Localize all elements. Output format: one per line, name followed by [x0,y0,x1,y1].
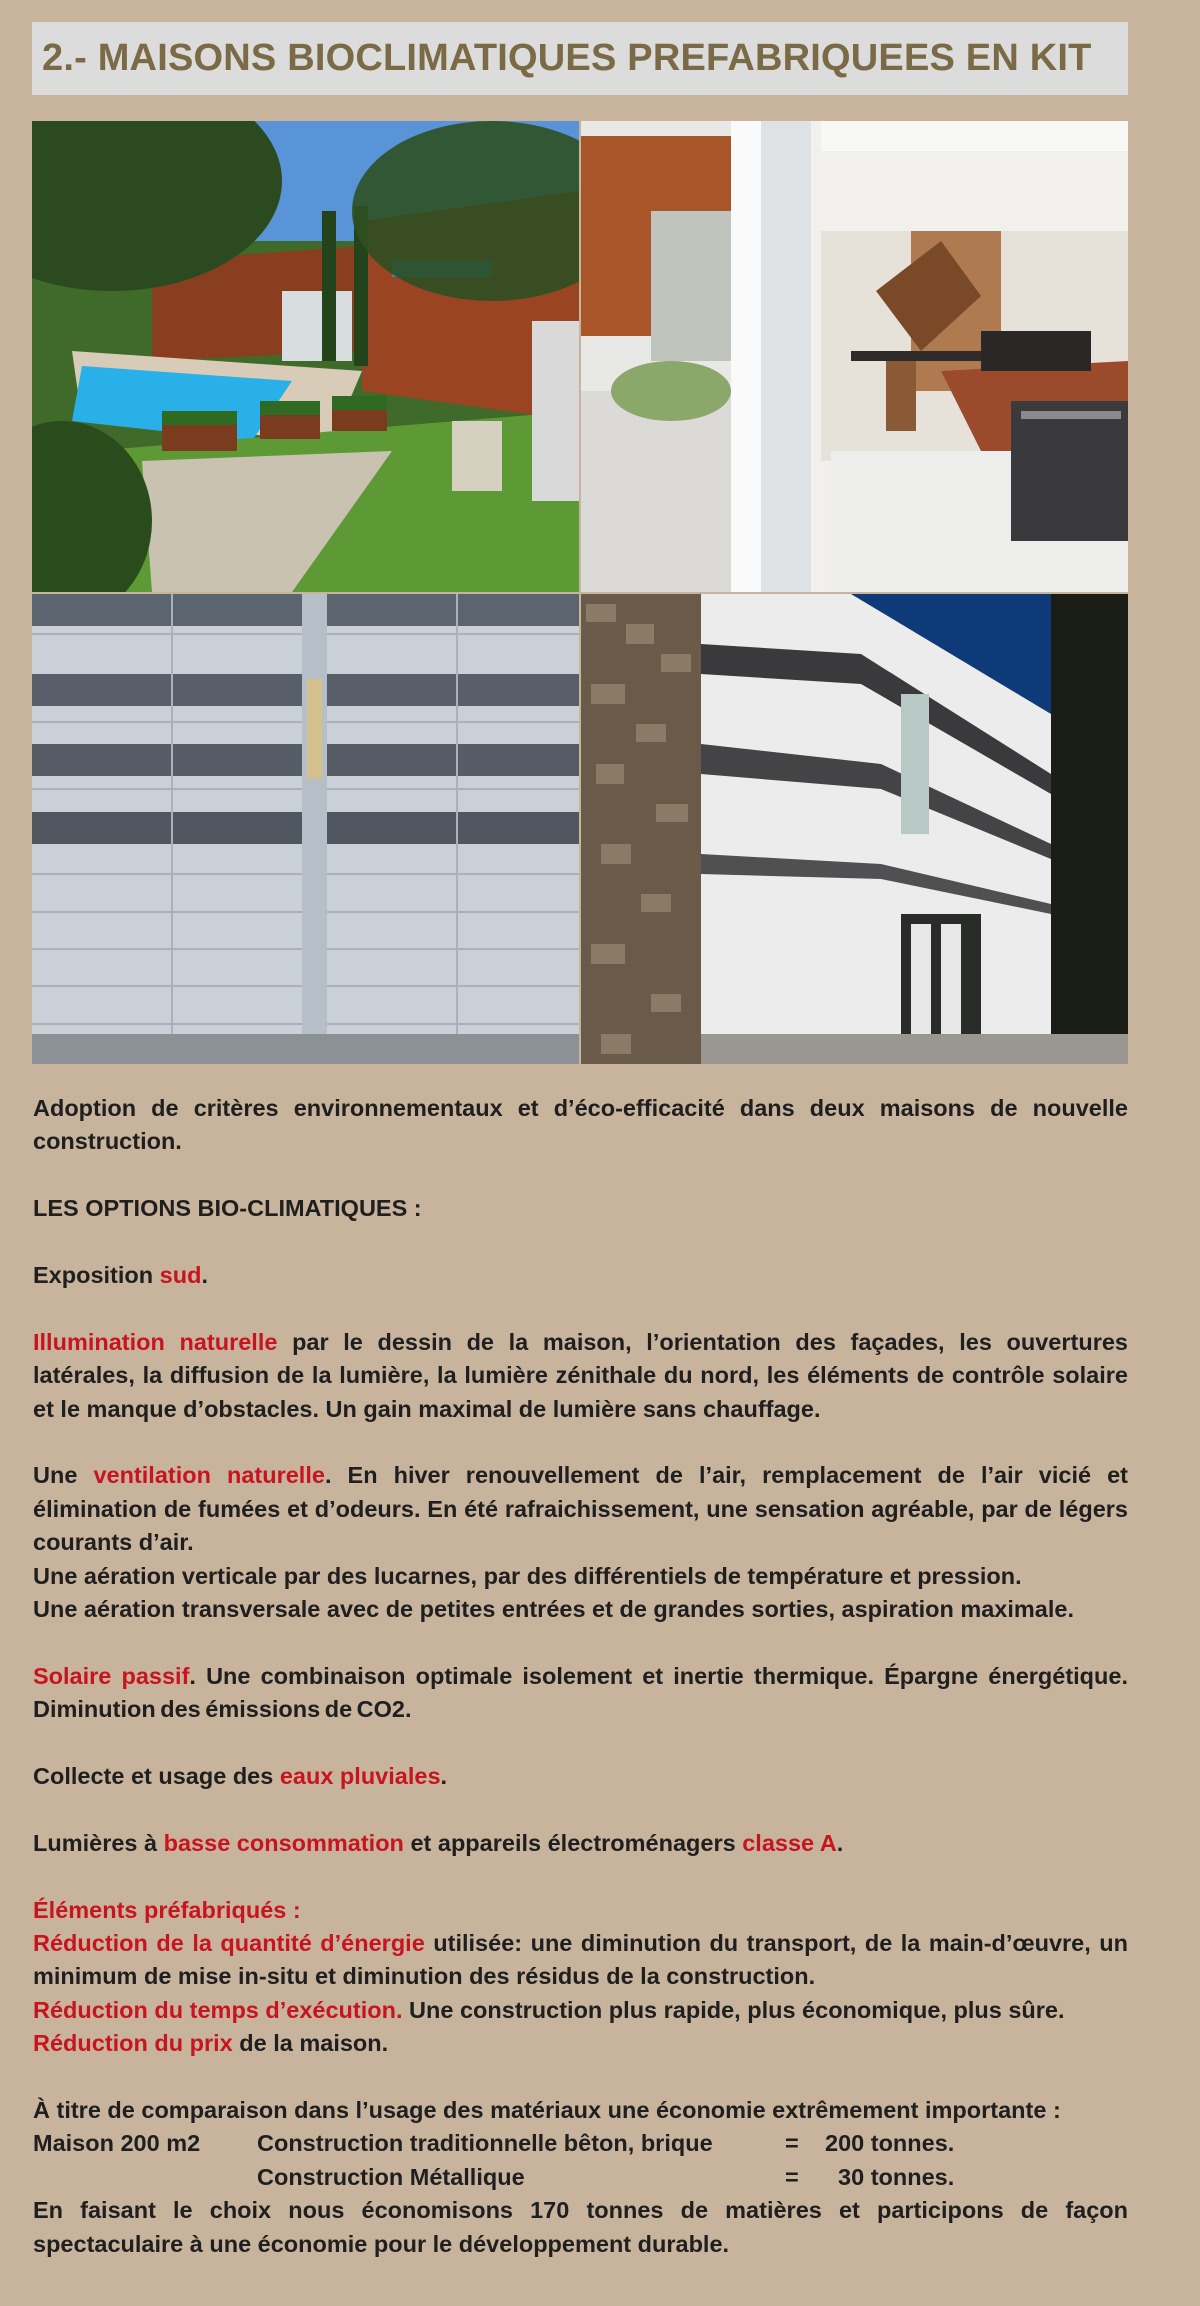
solaire-paragraph: Solaire passif. Une combinaison optimale isolement et inertie thermique. Épargne énergétique. Diminution des émissions de CO2. [33,1662,1128,1723]
highlight: sud [159,1262,202,1288]
comparison-value: 30 tonnes. [825,2163,955,2190]
highlight: eaux pluviales [279,1763,441,1790]
highlight: Réduction de la quantité d’énergie [33,1930,425,1957]
comparison-row-metallic [33,2161,1128,2194]
comparison-label: Construction traditionnelle bêton, brique [257,2130,713,2157]
house-size: Maison 200 m2 [33,2130,201,2157]
options-heading: LES OPTIONS BIO-CLIMATIQUES : [33,1195,422,1222]
exposition-paragraph: Exposition sud. [33,1262,208,1288]
collecte-paragraph: Collecte et usage des eaux pluviales. [33,1763,448,1790]
photo-facade-panels [32,594,579,1064]
ventilation-paragraph: Une ventilation naturelle. En hiver renouvellement de l’air, remplacement de l’air vicié et élimination de fumées et d’odeurs. En été rafraichissement, une sensation agréable, par de légers courants d’air. [33,1462,1128,1556]
intro-paragraph: Adoption de critères environnementaux et d’éco-efficacité dans deux maisons de nouvelle construction. [33,1095,1128,1155]
highlight: Illumination naturelle [33,1328,278,1355]
body-text [33,1092,1128,2261]
conclusion-paragraph: En faisant le choix nous économisons 170 tonnes de matières et participons de façon spectaculaire à une économie pour le développement durable. [33,2197,1128,2257]
prefab-heading: Éléments préfabriqués : [33,1896,301,1923]
comparison-equals: = [785,2130,799,2157]
photo-garden-pool [32,121,579,592]
page-title: 2.- MAISONS BIOCLIMATIQUES PREFABRIQUEES EN KIT [42,37,1092,79]
prefab-reduction-energy: Réduction de la quantité d’énergie utilisée: une diminution du transport, de la main-d’œuvre, un minimum de mise in-situ et diminution des résidus de la construction. [33,1930,1128,1990]
ventilation-vertical: Une aération verticale par des lucarnes, par des différentiels de température et pression. [33,1562,1022,1589]
comparison-intro: À titre de comparaison dans l’usage des matériaux une économie extrêmement importante : [33,2097,1061,2124]
comparison-value: 200 tonnes. [825,2130,955,2157]
illumination-paragraph: Illumination naturelle par le dessin de la maison, l’orientation des façades, les ouvertures latérales, la diffusion de la lumière, la lumière zénithale du nord, les éléments de contrôle solaire et le manque d’obstacles. Un gain maximal de lumière sans chauffage. [33,1328,1128,1422]
comparison-equals: = [785,2163,799,2190]
prefab-reduction-time: Réduction du temps d’exécution. Une construction plus rapide, plus économique, plus sûre. [33,1996,1065,2023]
highlight: classe A [742,1829,837,1856]
lumieres-paragraph: Lumières à basse consommation et appareils électroménagers classe A. [33,1829,844,1856]
comparison-label: Construction Métallique [257,2163,525,2190]
highlight: Solaire passif [33,1662,190,1689]
photo-interior [581,121,1128,592]
ventilation-transversal: Une aération transversale avec de petites entrées et de grandes sorties, aspiration maximale. [33,1596,1074,1623]
highlight: basse consommation [163,1829,404,1856]
highlight: Réduction du temps d’exécution. [33,1996,403,2023]
highlight: ventilation naturelle [93,1462,325,1489]
photo-facade-building [581,594,1128,1064]
prefab-reduction-price: Réduction du prix de la maison. [33,2030,389,2057]
highlight: Réduction du prix [33,2030,233,2057]
title-bar [32,22,1128,95]
comparison-row-traditional [33,2127,1128,2160]
